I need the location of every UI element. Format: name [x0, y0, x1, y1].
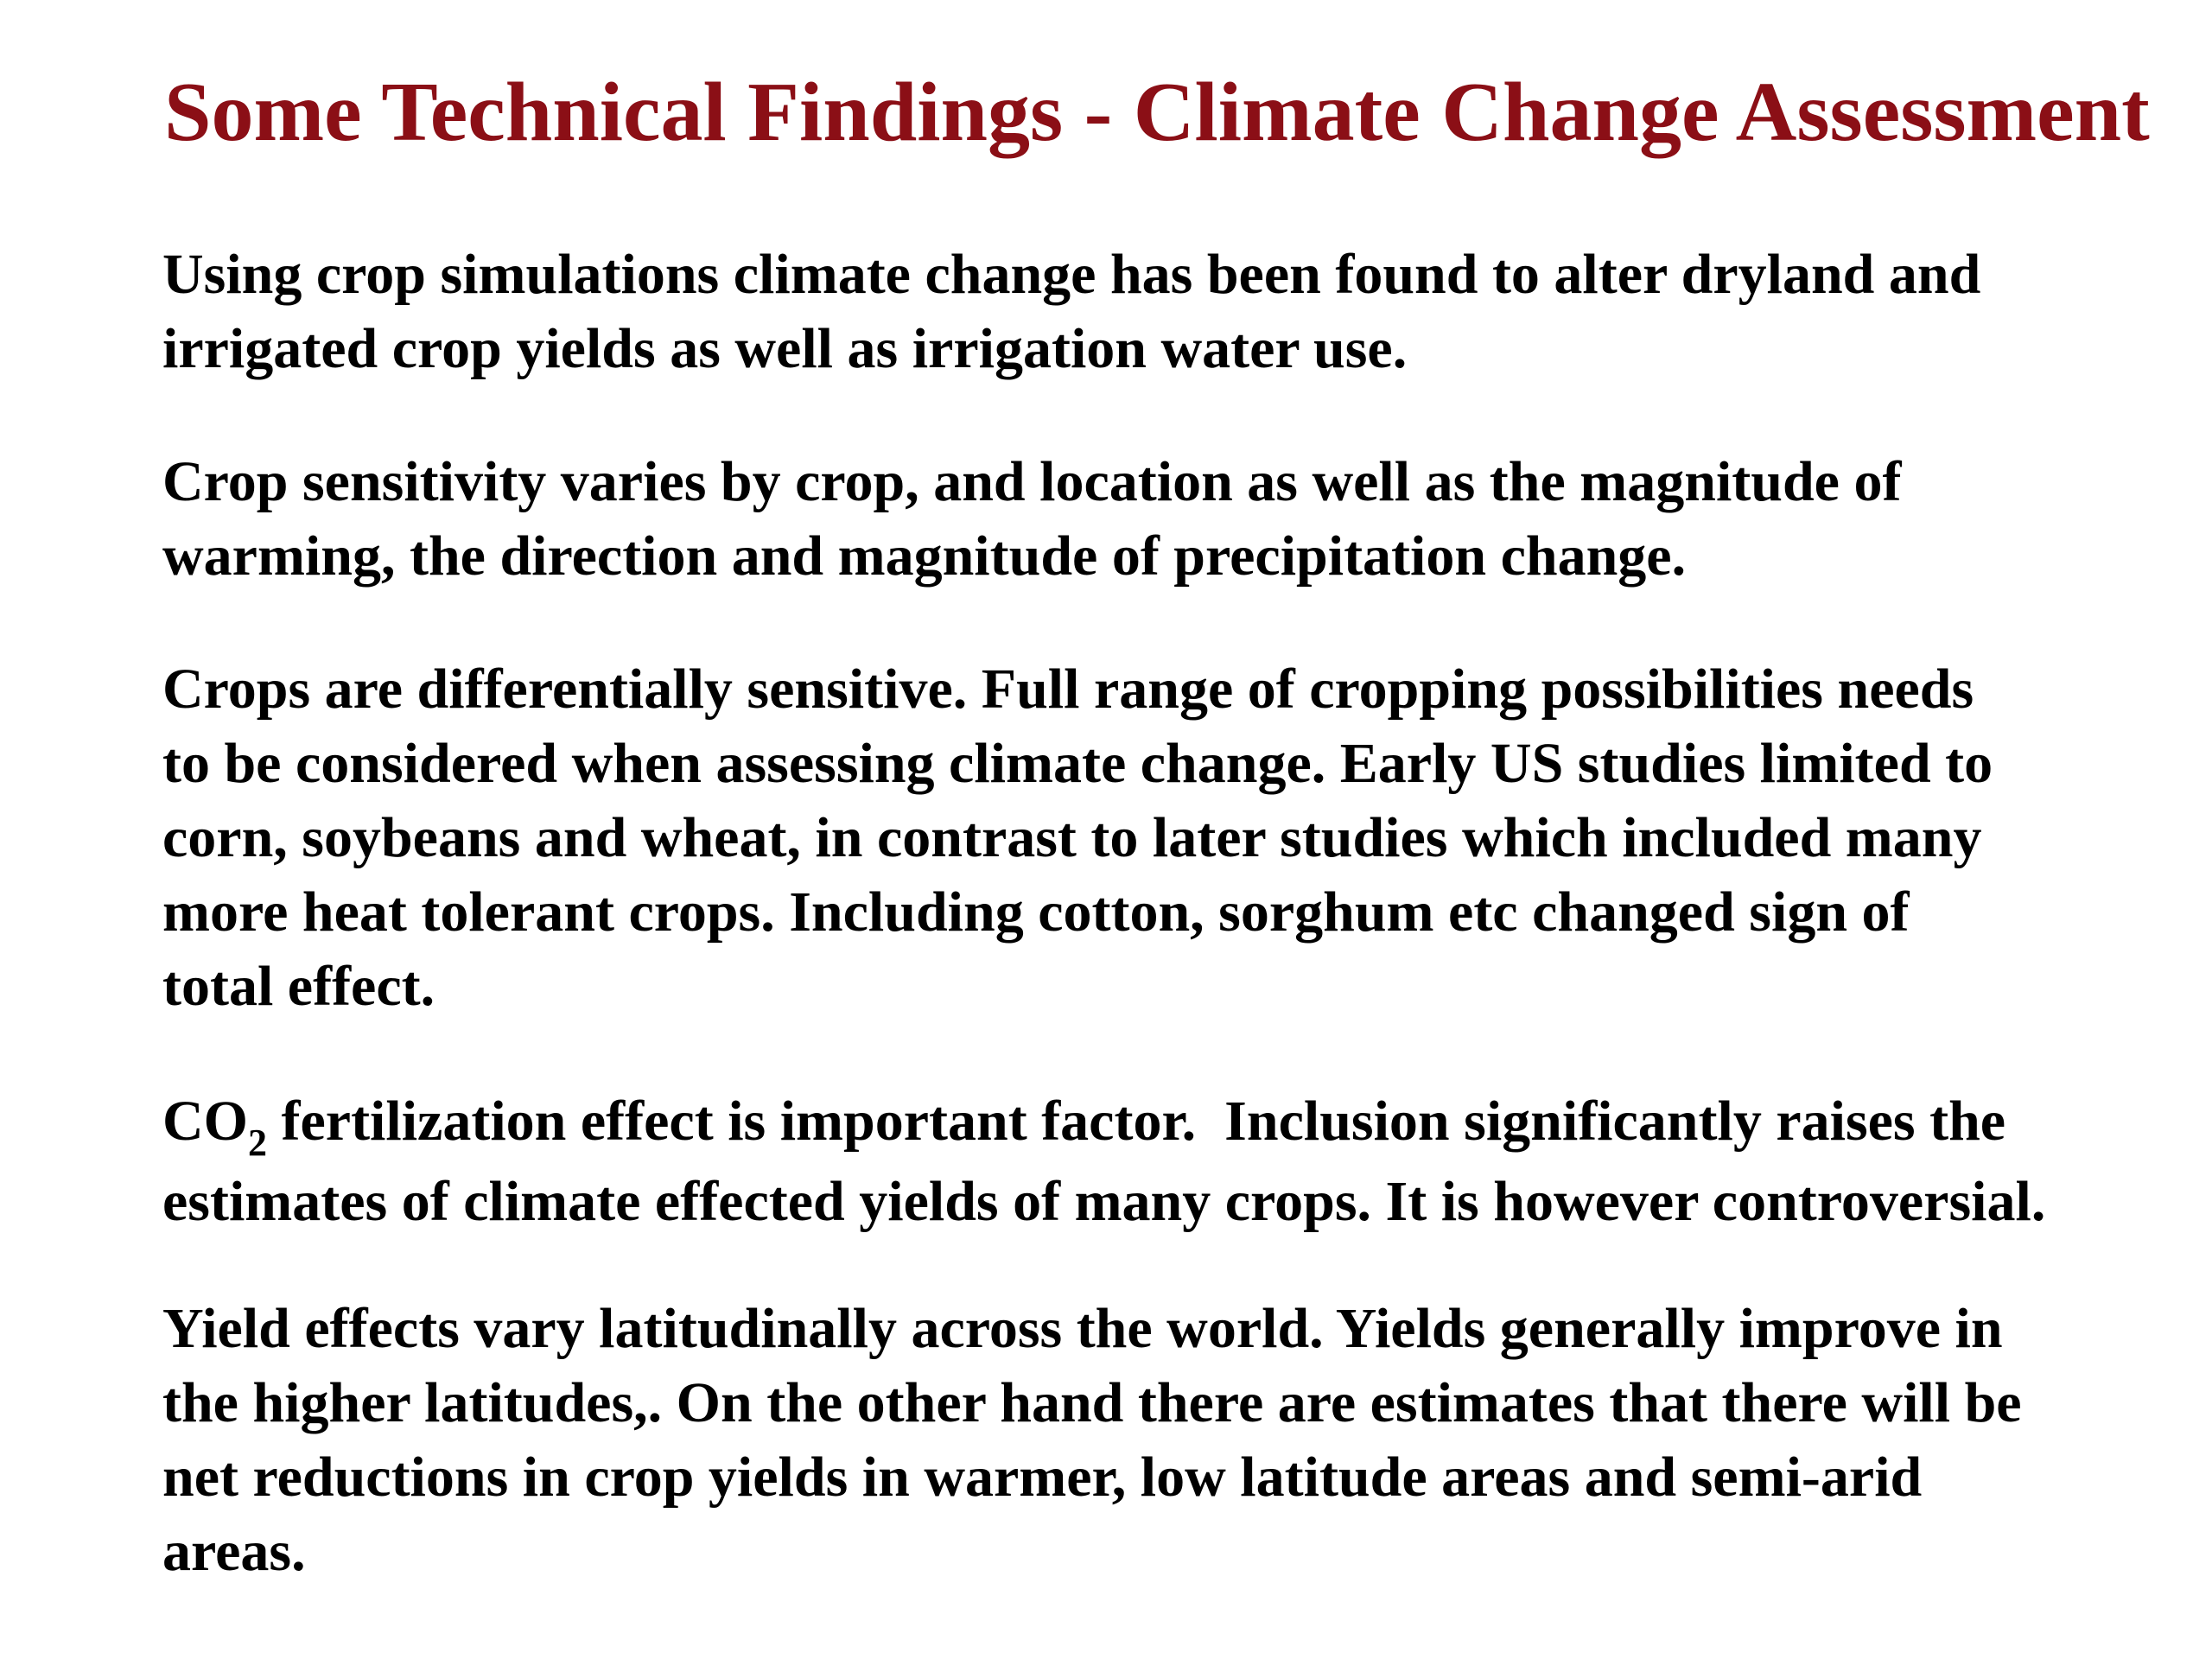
paragraph-line: Yield effects vary latitudinally across the world. Yields generally improve in: [162, 1297, 2003, 1360]
paragraph-line: Using crop simulations climate change has been found to alter dryland and: [162, 243, 1981, 306]
paragraph-line: Crops are differentially sensitive. Full range of cropping possibilities needs: [162, 658, 1974, 721]
co2-line-rest: fertilization effect is important factor. Inclusion significantly raises the: [267, 1090, 2006, 1153]
paragraph-line: corn, soybeans and wheat, in contrast to later studies which included many: [162, 806, 1982, 869]
paragraph-differential-sensitivity: [162, 652, 2202, 1024]
paragraph-line: to be considered when assessing climate change. Early US studies limited to: [162, 732, 1993, 795]
paragraph-line: the higher latitudes,. On the other hand there are estimates that there will be: [162, 1371, 2022, 1434]
paragraph-crop-sensitivity: [162, 445, 2202, 594]
paragraph-line: areas.: [162, 1520, 306, 1583]
co2-subscript: 2: [248, 1122, 267, 1164]
paragraph-line: [162, 1084, 2202, 1165]
paragraph-yield-latitude: [162, 1292, 2202, 1589]
paragraph-line: net reductions in crop yields in warmer, low latitude areas and semi-arid: [162, 1446, 1923, 1509]
paragraph-co2-fertilization: [162, 1084, 2202, 1239]
paragraph-crop-simulations: [162, 238, 2202, 386]
paragraph-line: Crop sensitivity varies by crop, and location as well as the magnitude of: [162, 450, 1902, 513]
paragraph-line: estimates of climate effected yields of many crops. It is however controversial.: [162, 1170, 2046, 1233]
paragraph-line: irrigated crop yields as well as irrigation water use.: [162, 317, 1408, 380]
paragraph-line: more heat tolerant crops. Including cotton, sorghum etc changed sign of: [162, 880, 1910, 944]
paragraph-line: warming, the direction and magnitude of precipitation change.: [162, 524, 1687, 588]
co2-prefix: CO: [162, 1090, 248, 1153]
paragraph-line: total effect.: [162, 955, 435, 1018]
slide-title: Some Technical Findings - Climate Change Assessment: [164, 66, 2150, 159]
